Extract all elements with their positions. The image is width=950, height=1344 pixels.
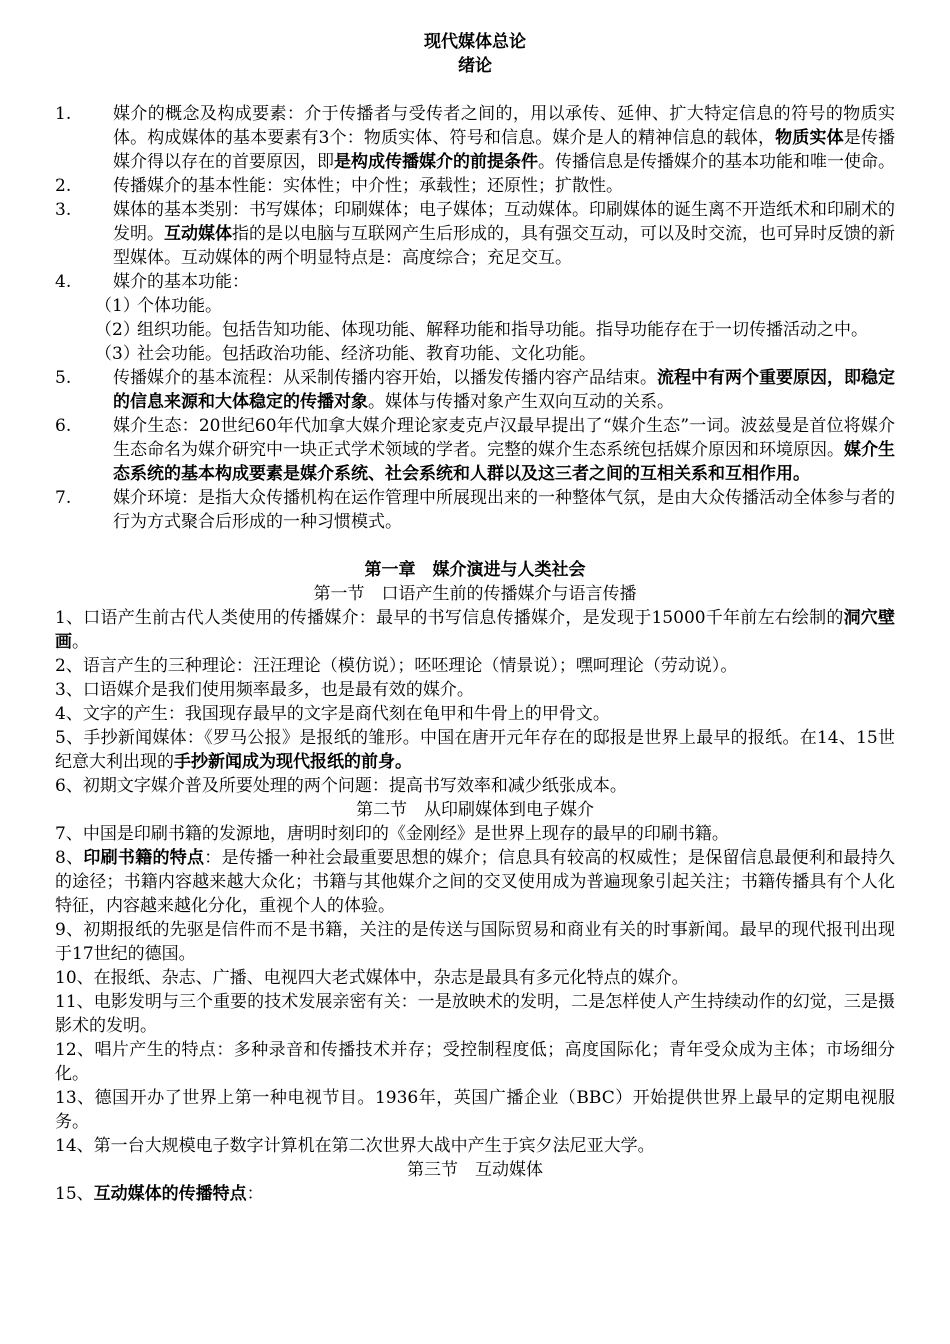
text-run: 媒介环境：是指大众传播机构在运作管理中所展现出来的一种整体气氛，是由大众传播活动全体参与者的行为方式聚合后形成的一种习惯模式。 [113, 488, 895, 532]
text-run: 。 [72, 632, 89, 652]
paragraph [55, 606, 895, 654]
item-number: 3. [55, 200, 72, 220]
numbered-item [55, 486, 895, 534]
numbered-item [55, 366, 895, 414]
text-run: 11、电影发明与三个重要的技术发展亲密有关：一是放映术的发明，二是怎样使人产生持续动作的幻觉，三是摄影术的发明。 [55, 992, 895, 1036]
intro-list-2 [55, 366, 895, 534]
item-text [113, 486, 895, 534]
item-text [113, 366, 895, 414]
chapter-title: 第一章 媒介演进与人类社会 [364, 560, 586, 580]
text-run: 9、初期报纸的先驱是信件而不是书籍，关注的是传送与国际贸易和商业有关的时事新闻。最早的现代报刊出现于17世纪的德国。 [55, 920, 895, 964]
text-run: 媒介的基本功能： [113, 272, 249, 292]
section-3-title: 第三节 互动媒体 [407, 1160, 543, 1180]
numbered-item [55, 102, 895, 174]
text-run: 13、德国开办了世界上第一种电视节目。1936年，英国广播企业（BBC）开始提供世界上最早的定期电视服务。 [55, 1088, 895, 1132]
paragraph [55, 702, 895, 726]
section-1-body [55, 606, 895, 798]
bold-text: 印刷书籍的特点 [83, 848, 205, 868]
text-run: 12、唱片产生的特点：多种录音和传播技术并存；受控制程度低；高度国际化；青年受众成为主体；市场细分化。 [55, 1040, 895, 1084]
item-number: 4. [55, 272, 72, 292]
function-text: 个体功能。 [137, 296, 222, 316]
text-run: 媒体的基本类别：书写媒体；印刷媒体；电子媒体；互动媒体。印刷媒体的诞生离不开造纸术和印刷术的发明。 [113, 200, 895, 244]
text-run: 传播媒介的基本性能：实体性；中介性；承载性；还原性；扩散性。 [113, 176, 623, 196]
paragraph [55, 774, 895, 798]
bold-text: 物质实体 [775, 128, 844, 148]
paragraph [55, 990, 895, 1038]
bold-text: 是构成传播媒介的前提条件 [334, 152, 538, 172]
text-run: 7、中国是印刷书籍的发源地，唐明时刻印的《金刚经》是世界上现存的最早的印刷书籍。 [55, 824, 729, 844]
text-run: 传播媒介的基本流程：从采制传播内容开始，以播发传播内容产品结束。 [113, 368, 657, 388]
section-2-title: 第二节 从印刷媒体到电子媒介 [356, 800, 594, 820]
paragraph [55, 654, 895, 678]
function-number: （2） [95, 320, 140, 340]
paragraph [55, 966, 895, 990]
text-run: ： [246, 1184, 264, 1204]
item-number: 2. [55, 176, 72, 196]
numbered-item [55, 174, 895, 198]
function-number: （1） [95, 296, 140, 316]
text-run: ：是传播一种社会最重要思想的媒介；信息具有较高的权威性；是保留信息最便利和最持久的途径；书籍内容越来越大众化；书籍与其他媒介之间的交叉使用成为普遍现象引起关注；书籍传播具有个人化特征，内容越来越化分化，重视个人的体验。 [55, 848, 895, 916]
paragraph [55, 822, 895, 846]
text-run: 1、口语产生前古代人类使用的传播媒介：最早的书写信息传播媒介，是发现于15000千年前左右绘制的 [55, 608, 844, 628]
numbered-item [55, 198, 895, 270]
item-text [113, 102, 895, 174]
section-2-body [55, 822, 895, 1158]
item-text [113, 270, 895, 294]
paragraph [55, 1086, 895, 1134]
text-run: 6、初期文字媒介普及所要处理的两个问题：提高书写效率和减少纸张成本。 [55, 776, 627, 796]
section-1-title: 第一节 口语产生前的传播媒介与语言传播 [313, 584, 637, 604]
bold-text: 互动媒体 [164, 224, 232, 244]
document-title: 现代媒体总论 [424, 32, 526, 52]
section-3-body [55, 1182, 895, 1206]
item-text [113, 174, 895, 198]
text-run: 14、第一台大规模电子数字计算机在第二次世界大战中产生于宾夕法尼亚大学。 [55, 1136, 655, 1156]
item-number: 7. [55, 488, 72, 508]
text-run: 3、口语媒介是我们使用频率最多，也是最有效的媒介。 [55, 680, 474, 700]
text-run: 8、 [55, 848, 84, 868]
bold-text: 互动媒体的传播特点 [93, 1184, 247, 1204]
numbered-item [55, 414, 895, 486]
text-run: 媒介生态：20世纪60年代加拿大媒介理论家麦克卢汉最早提出了“媒介生态”一词。波兹曼是首位将媒介生态命名为媒介研究中一块正式学术领域的学者。完整的媒介生态系统包括媒介原因和环境原因。 [113, 416, 895, 460]
bold-text: 流程中有两个重要原因，即稳定的信息来源和大体稳定的传播对象 [113, 368, 895, 412]
function-text: 社会功能。包括政治功能、经济功能、教育功能、文化功能。 [137, 344, 596, 364]
paragraph [55, 846, 895, 918]
bold-text: 媒介生态系统的基本构成要素是媒介系统、社会系统和人群以及这三者之间的互相关系和互相作用。 [113, 440, 895, 484]
text-run: 5、手抄新闻媒体：《罗马公报》是报纸的雏形。中国在唐开元年存在的邸报是世界上最早的报纸。在14、15世纪意大利出现的 [55, 728, 895, 772]
item-text [113, 198, 895, 270]
function-item [55, 342, 895, 366]
text-run: 。传播信息是传播媒介的基本功能和唯一使命。 [538, 152, 895, 172]
text-run: 2、语言产生的三种理论：汪汪理论（模仿说）；呸呸理论（情景说）；嘿呵理论（劳动说）。 [55, 656, 738, 676]
paragraph [55, 726, 895, 774]
function-item [55, 318, 895, 342]
text-run: 10、在报纸、杂志、广播、电视四大老式媒体中，杂志是最具有多元化特点的媒介。 [55, 968, 689, 988]
text-run: 指的是以电脑与互联网产生后形成的，具有强交互动，可以及时交流，也可异时反馈的新型媒体。互动媒体的两个明显特点是：高度综合；充足交互。 [113, 224, 895, 268]
paragraph [55, 1182, 895, 1206]
text-run: 媒介的概念及构成要素：介于传播者与受传者之间的，用以承传、延伸、扩大特定信息的符号的物质实体。构成媒体的基本要素有3个：物质实体、符号和信息。媒介是人的精神信息的载体， [113, 104, 895, 148]
text-run: 是传播媒介得以存在的首要原因，即 [113, 128, 896, 172]
text-run: 4、文字的产生：我国现存最早的文字是商代刻在龟甲和牛骨上的甲骨文。 [55, 704, 610, 724]
numbered-item [55, 270, 895, 294]
paragraph [55, 1134, 895, 1158]
item-text [113, 414, 895, 486]
bold-text: 洞穴壁画 [55, 608, 896, 652]
function-number: （3） [95, 344, 140, 364]
intro-list [55, 102, 895, 294]
paragraph [55, 918, 895, 966]
paragraph [55, 1038, 895, 1086]
bold-text: 手抄新闻成为现代报纸的前身。 [174, 752, 412, 772]
text-run: 。媒体与传播对象产生双向互动的关系。 [368, 392, 674, 412]
functions-list [55, 294, 895, 366]
item-number: 6. [55, 416, 72, 436]
item-number: 5. [55, 368, 72, 388]
item-number: 1. [55, 104, 72, 124]
paragraph [55, 678, 895, 702]
document-subtitle: 绪论 [458, 56, 492, 76]
function-text: 组织功能。包括告知功能、体现功能、解释功能和指导功能。指导功能存在于一切传播活动之中。 [137, 320, 868, 340]
text-run: 15、 [55, 1184, 94, 1204]
function-item [55, 294, 895, 318]
